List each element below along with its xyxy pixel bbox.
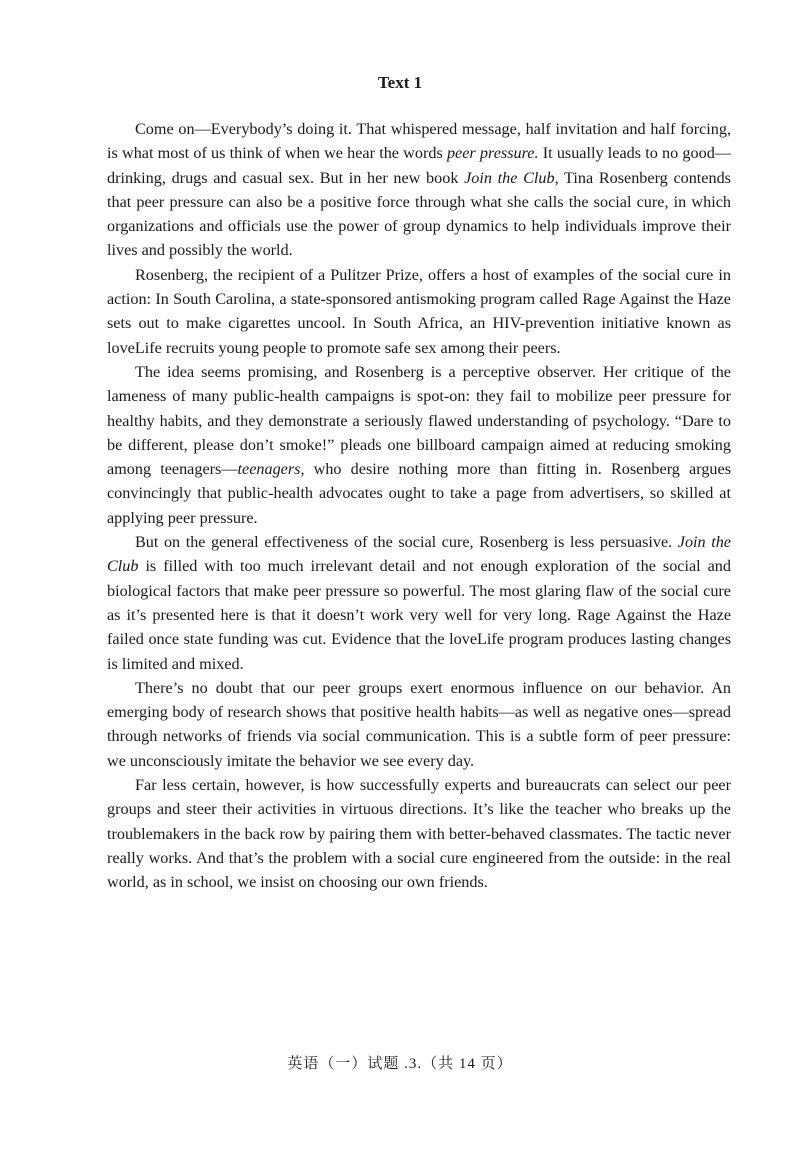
paragraph-text: , who desire nothing more than fitting in. Rosenberg argues convincingly that public-health advocates ought to take a page from advertisers, so skilled at applying peer pressure. [107, 460, 732, 527]
italic-text: peer pressure. [446, 144, 539, 163]
paragraph-text: Far less certain, however, is how successfully experts and bureaucrats can select our peer groups and steer their activities in virtuous directions. It’s like the teacher who breaks up the troublemakers in the back row by pairing them with better-behaved classmates. The tactic never really works. And that’s the problem with a social cure engineered from the outside: in the real world, as in school, we insist on choosing our own friends. [107, 776, 731, 892]
paragraph-text: is filled with too much irrelevant detail and not enough exploration of the social and biological factors that make peer pressure so powerful. The most glaring flaw of the social cure as it’s presented here is that it doesn’t work very well for very long. Rage Against the Haze failed once state funding was cut. Evidence that the loveLife program produces lasting changes is limited and mixed. [107, 557, 731, 673]
italic-text: teenagers [237, 460, 301, 479]
paragraph-text: The idea seems promising, and Rosenberg is a perceptive observer. Her critique of the lameness of many public-health campaigns is spot-on: they fail to mobilize peer pressure for healthy habits, and they demonstrate a seriously flawed understanding of psychology. “Dare to be different, please don’t smoke!” pleads one billboard campaign aimed at reducing smoking among teenagers— [107, 362, 731, 479]
article-body [107, 117, 731, 895]
paragraph [107, 676, 731, 773]
paragraph-text: It usually leads to no good—drinking, drugs and casual sex. But in her new book [107, 144, 731, 187]
paragraph-text: , Tina Rosenberg contends that peer pressure can also be a positive force through what she calls the social cure, in which organizations and officials use the power of group dynamics to help individuals improve their lives and possibly the world. [107, 168, 731, 260]
page-footer: 英语（一）试题 .3.（共 14 页） [287, 1056, 513, 1072]
paragraph [107, 773, 731, 894]
paragraph-text: Rosenberg, the recipient of a Pulitzer Prize, offers a host of examples of the social cure in action: In South Carolina, a state-sponsored antismoking program called Rage Against the Haze sets out to make cigarettes uncool. In South Africa, an HIV-prevention initiative known as loveLife recruits young people to promote safe sex among their peers. [107, 265, 731, 357]
paragraph [107, 117, 731, 263]
page-title: Text 1 [377, 73, 423, 92]
paragraph [107, 360, 731, 530]
italic-text: Join the Club [464, 168, 555, 187]
italic-text: Join the Club [107, 533, 731, 576]
paragraph-text: Come on—Everybody’s doing it. That whispered message, half invitation and half forcing, is what most of us think of when we hear the words [107, 120, 731, 163]
paragraph-text: There’s no doubt that our peer groups exert enormous influence on our behavior. An emerging body of research shows that positive health habits—as well as negative ones—spread through networks of friends via social communication. This is a subtle form of peer pressure: we unconsciously imitate the behavior we see every day. [107, 678, 731, 770]
paragraph [107, 530, 731, 676]
paragraph-text: But on the general effectiveness of the social cure, Rosenberg is less persuasive. [135, 533, 678, 552]
paragraph [107, 263, 731, 360]
